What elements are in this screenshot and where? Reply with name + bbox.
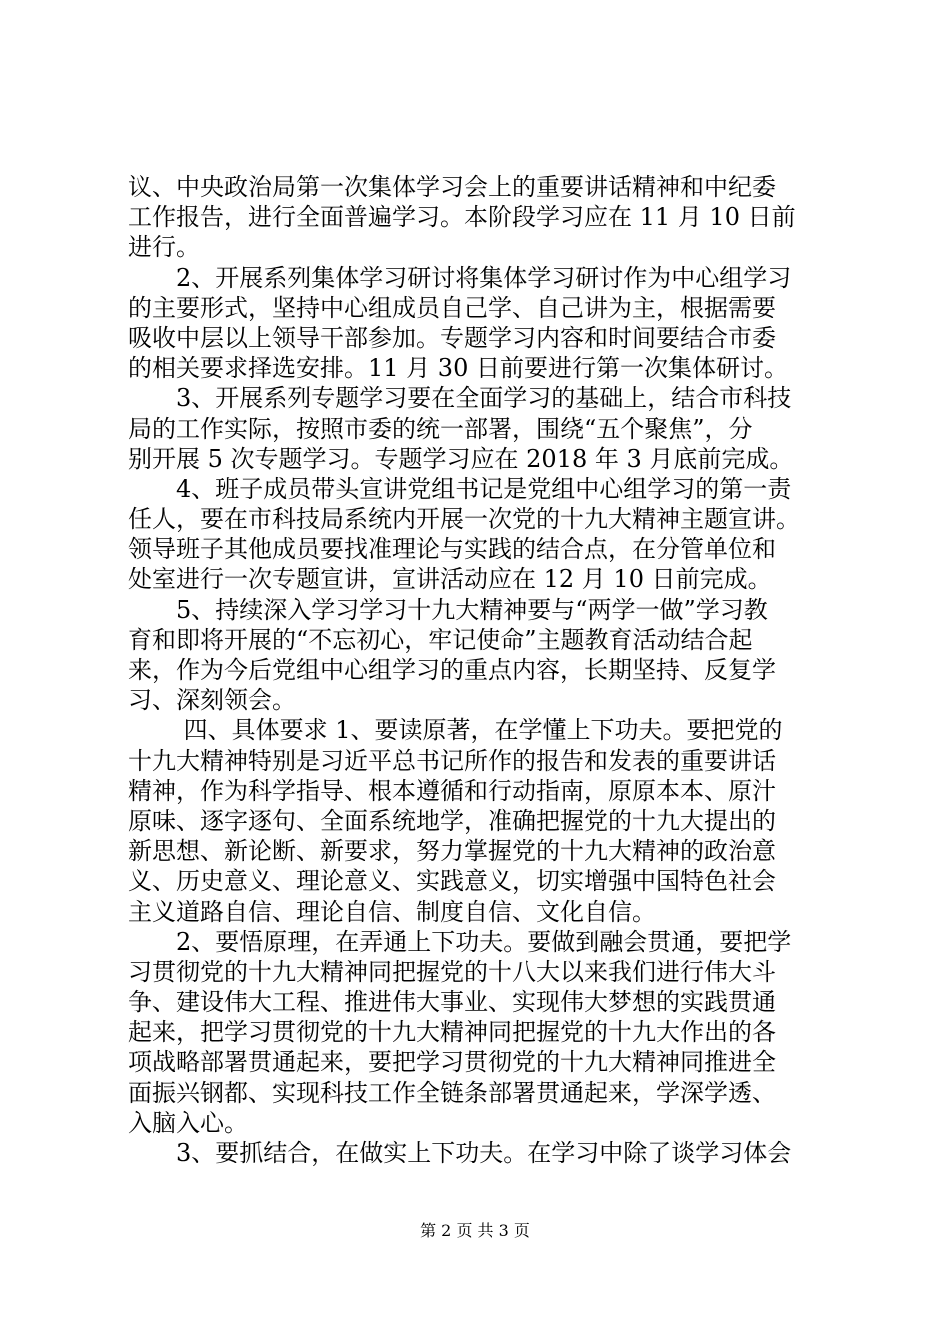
text-line: 局的工作实际，按照市委的统一部署，围绕“五个聚焦”，分 — [128, 414, 753, 443]
text-line: 习贯彻党的十九大精神同把握党的十八大以来我们进行伟大斗 — [128, 957, 776, 986]
text-line: 入脑入心。 — [128, 1108, 248, 1137]
text-line: 的主要形式，坚持中心组成员自己学、自己讲为主，根据需要 — [128, 293, 776, 322]
text-line: 争、建设伟大工程、推进伟大事业、实现伟大梦想的实践贯通 — [128, 988, 776, 1017]
text-line: 主义道路自信、理论自信、制度自信、文化自信。 — [128, 897, 656, 926]
text-line: 原味、逐字逐句、全面系统地学，准确把握党的十九大提出的 — [128, 806, 776, 835]
text-line: 来，作为今后党组中心组学习的重点内容，长期坚持、反复学 — [128, 656, 776, 684]
text-line: 育和即将开展的“不忘初心，牢记使命”主题教育活动结合起 — [128, 625, 753, 654]
text-line: 3、要抓结合，在做实上下功夫。在学习中除了谈学习体会 — [128, 1139, 792, 1167]
text-line: 领导班子其他成员要找准理论与实践的结合点，在分管单位和 — [128, 535, 776, 564]
text-line: 面振兴钢都、实现科技工作全链条部署贯通起来，学深学透、 — [128, 1078, 776, 1107]
text-line: 处室进行一次专题宣讲，宣讲活动应在 12 月 10 日前完成。 — [128, 565, 772, 594]
text-line: 别开展 5 次专题学习。专题学习应在 2018 年 3 月底前完成。 — [128, 444, 794, 473]
document-body — [128, 172, 836, 1168]
text-line: 十九大精神特别是习近平总书记所作的报告和发表的重要讲话 — [128, 746, 776, 775]
text-line: 2、要悟原理，在弄通上下功夫。要做到融会贯通，要把学 — [128, 927, 792, 956]
text-line: 4、班子成员带头宣讲党组书记是党组中心组学习的第一责 — [128, 474, 792, 503]
text-line: 任人，要在市科技局系统内开展一次党的十九大精神主题宣讲。 — [128, 505, 800, 534]
text-line: 四、具体要求 1、要读原著，在学懂上下功夫。要把党的 — [128, 716, 783, 745]
text-line: 2、开展系列集体学习研讨将集体学习研讨作为中心组学习 — [128, 263, 792, 292]
text-line: 议、中央政治局第一次集体学习会上的重要讲话精神和中纪委 — [128, 173, 776, 201]
text-line: 起来，把学习贯彻党的十九大精神同把握党的十九大作出的各 — [128, 1018, 776, 1047]
text-line: 义、历史意义、理论意义、实践意义，切实增强中国特色社会 — [128, 867, 776, 896]
text-line: 5、持续深入学习学习十九大精神要与“两学一做”学习教 — [128, 595, 768, 624]
page-number-footer: 第 2 页 共 3 页 — [420, 1221, 530, 1240]
text-line: 精神，作为科学指导、根本遵循和行动指南，原原本本、原汁 — [128, 776, 776, 805]
text-line: 新思想、新论断、新要求，努力掌握党的十九大精神的政治意 — [128, 837, 776, 866]
text-line: 进行。 — [128, 233, 200, 262]
text-line: 工作报告，进行全面普遍学习。本阶段学习应在 11 月 10 日前 — [128, 203, 796, 232]
text-line: 吸收中层以上领导干部参加。专题学习内容和时间要结合市委 — [128, 323, 776, 352]
text-line: 的相关要求择选安排。11 月 30 日前要进行第一次集体研讨。 — [128, 354, 788, 383]
text-line: 项战略部署贯通起来，要把学习贯彻党的十九大精神同推进全 — [128, 1048, 776, 1077]
text-line: 3、开展系列专题学习要在全面学习的基础上，结合市科技 — [128, 384, 792, 413]
text-line: 习、深刻领会。 — [128, 686, 296, 715]
